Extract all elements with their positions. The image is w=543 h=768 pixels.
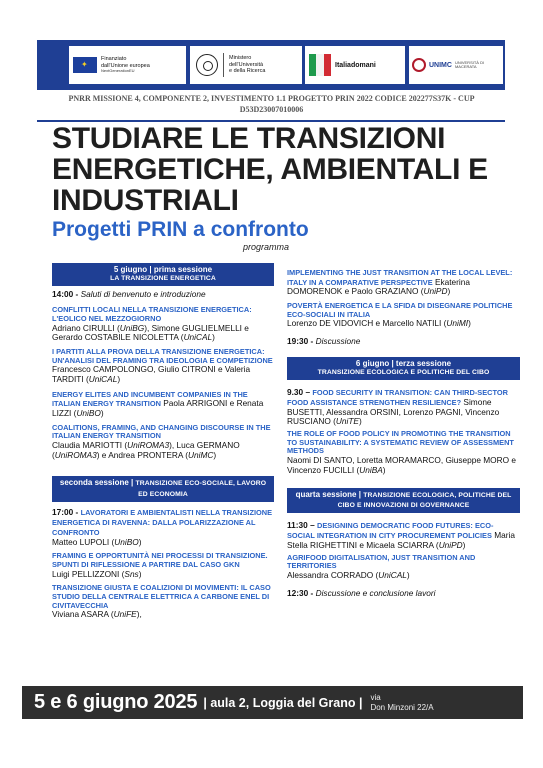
- mur-logo-line3: e della Ricerca: [229, 68, 266, 75]
- unimc-logo: [409, 46, 503, 84]
- talk-title: POVERTÀ ENERGETICA E LA SFIDA DI DISEGNARE POLITICHE ECO-SOCIALI IN ITALIA: [287, 301, 513, 319]
- address-line2: Don Minzoni 22/A: [370, 702, 434, 712]
- discussion-text: Discussione e conclusione lavori: [315, 587, 436, 598]
- program-left-column: [52, 263, 274, 620]
- eu-flag-icon: [73, 57, 97, 73]
- talk-6: [52, 552, 274, 579]
- talk-8: [287, 268, 520, 297]
- talk-speakers: Luigi PELLIZZONI (Sns): [52, 568, 142, 579]
- talk-7: [52, 584, 274, 620]
- discussion-time: 19:30 -: [287, 336, 316, 347]
- italy-flag-icon: [309, 54, 331, 76]
- talk-title: FOOD SECURITY IN TRANSITION: CAN THIRD-SECTOR FOOD ASSISTANCE STRENGTHEN RESILIENCE?: [287, 388, 508, 408]
- event-venue: | aula 2, Loggia del Grano |: [203, 695, 363, 710]
- talk-time: 11:30 –: [287, 520, 317, 531]
- talk-speakers: Simone BUSETTI, Alessandra ORSINI, Lorenzo PAGNI, Vincenzo RUSCIANO (UniTE): [287, 397, 500, 427]
- mur-logo-line2: dell'Università: [229, 61, 264, 68]
- logo-banner: [37, 40, 505, 90]
- talk-speakers: Ekaterina DOMORENOK e Paolo GRAZIANO (UniPD): [287, 276, 470, 297]
- eu-logo-line3: NextGenerationEU: [101, 68, 135, 74]
- talk-11: [287, 430, 520, 475]
- talk-time: 9.30 –: [287, 387, 313, 398]
- discussion-text: Discussione: [315, 336, 361, 347]
- talk-2: [52, 348, 274, 385]
- talk-10: [287, 388, 520, 427]
- session-3-date: 6 giugno | terza sessione: [355, 358, 452, 368]
- talk-speakers: Claudia MARIOTTI (UniROMA3), Luca GERMANO (UniROMA3) e Andrea PRONTERA (UniMC): [52, 440, 240, 460]
- discussion-time: 12:30 -: [287, 587, 316, 598]
- session-1-theme: LA TRANSIZIONE ENERGETICA: [110, 275, 216, 282]
- talk-title: DESIGNING DEMOCRATIC FOOD FUTURES: ECO-SOCIAL INTEGRATION IN CITY PROCUREMENT POLICIES: [287, 521, 494, 541]
- talk-speakers: Alessandra CORRADO (UniCAL): [287, 569, 410, 580]
- session-4-label: quarta sessione |: [295, 489, 364, 499]
- talk-speakers: Adriano CIRULLI (UniBG), Simone GUGLIELMELLI e Gerardo COSTABILE NICOLETTA (UniCAL): [52, 322, 249, 343]
- session-4-header: [287, 488, 520, 514]
- talk-title: ENERGY ELITES AND INCUMBENT COMPANIES IN THE ITALIAN ENERGY TRANSITION: [52, 389, 248, 409]
- welcome-slot: [52, 290, 274, 300]
- unimc-emblem-icon: [412, 58, 426, 72]
- talk-speakers: Francesco CAMPOLONGO, Giulio CITRONI e Valeria TARDITI (UniCAL): [52, 364, 251, 384]
- mur-logo: [190, 46, 302, 84]
- discussion-2: [287, 589, 520, 599]
- session-2-label: seconda sessione |: [59, 478, 136, 488]
- talk-title: I PARTITI ALLA PROVA DELLA TRANSIZIONE ENERGETICA: UN'ANALISI DEL FRAMING TRA IDEOLOGIA E COMPETIZIONE: [52, 346, 273, 365]
- eu-logo: [69, 46, 186, 84]
- event-footer: [22, 686, 523, 719]
- talk-speakers: Paola ARRIGONI e Renata LIZZI (UniBO): [52, 398, 264, 419]
- session-3-theme: TRANSIZIONE ECOLOGICA E POLITICHE DEL CIBO: [317, 368, 490, 376]
- eu-logo-line1: Finanziato: [101, 56, 127, 62]
- session-1-header: [52, 263, 274, 286]
- talk-4: [52, 424, 274, 461]
- session-2-header: [52, 476, 274, 502]
- talk-speakers: Maria Stella RIGHETTINI e Micaela SCIARRA (UniPD): [287, 530, 515, 550]
- session-4-theme: TRANSIZIONE ECOLOGICA, POLITICHE DEL CIBO E INNOVAZIONI DI GOVERNANCE: [337, 491, 512, 509]
- session-2-theme: TRANSIZIONE ECO-SOCIALE, LAVORO ED ECONOMIA: [135, 480, 267, 498]
- welcome-text: Saluti di benvenuto e introduzione: [80, 289, 206, 300]
- mur-logo-line1: Ministero: [229, 55, 252, 62]
- talk-1: [52, 306, 274, 343]
- italiadomani-logo: [305, 46, 405, 84]
- page-subtitle: Progetti PRIN a confronto: [52, 218, 309, 241]
- talk-title: FRAMING E OPPORTUNITÀ NEI PROCESSI DI TRANSIZIONE. SPUNTI DI RIFLESSIONE A PARTIRE DAL CASO GKN: [52, 551, 268, 569]
- talk-speakers: Naomi DI SANTO, Loretta MORAMARCO, Giuseppe MORO e Vincenzo FUCILLI (UniBA): [287, 455, 516, 475]
- session-3-header: [287, 357, 520, 380]
- talk-3: [52, 390, 274, 419]
- eu-logo-line2: dall'Unione europea: [101, 62, 150, 69]
- republic-seal-icon: [196, 54, 218, 76]
- event-date: 5 e 6 giugno 2025: [34, 691, 198, 713]
- talk-title: LAVORATORI E AMBIENTALISTI NELLA TRANSIZIONE ENERGETICA DI RAVENNA: DALLA POLARIZZAZIONE AL CONFRONTO: [52, 508, 273, 537]
- event-address: [370, 693, 433, 712]
- talk-title: CONFLITTI LOCALI NELLA TRANSIZIONE ENERGETICA: L'EOLICO NEL MEZZOGIORNO: [52, 305, 252, 323]
- address-line1: via: [370, 692, 381, 702]
- talk-time: 17:00 -: [52, 507, 81, 518]
- italiadomani-label: Italiadomani: [335, 61, 376, 69]
- welcome-time: 14:00 -: [52, 289, 81, 300]
- program-right-column: [287, 268, 520, 598]
- discussion-1: [287, 337, 520, 347]
- page-title: STUDIARE LE TRANSIZIONI ENERGETICHE, AMBIENTALI E INDUSTRIALI: [52, 122, 488, 217]
- pnrr-code-line: PNRR MISSIONE 4, COMPONENTE 2, INVESTIMENTO 1.1 PROGETTO PRIN 2022 CODICE 202277S37K - CUP D53D23007010006: [68, 94, 475, 114]
- talk-speakers: Viviana ASARA (UniFE),: [52, 609, 142, 620]
- unimc-label: UNIMC: [429, 61, 452, 69]
- talk-title: TRANSIZIONE GIUSTA E COALIZIONI DI MOVIMENTI: IL CASO STUDIO DELLA CENTRALE ELETTRICA A CARBONE ENEL DI CIVITAVECCHIA: [52, 583, 271, 610]
- talk-title: COALITIONS, FRAMING, AND CHANGING DISCOURSE IN THE ITALIAN ENERGY TRANSITION: [52, 422, 271, 441]
- unimc-sublabel: UNIVERSITÀ DI MACERATA: [454, 59, 485, 69]
- logo-divider: [223, 53, 224, 77]
- programma-label: programma: [243, 242, 290, 252]
- talk-speakers: Lorenzo DE VIDOVICH e Marcello NATILI (UniMI): [287, 318, 471, 329]
- talk-title: THE ROLE OF FOOD POLICY IN PROMOTING THE TRANSITION TO SUSTAINABILITY: A SYSTEMATIC REVIEW OF ASSESSMENT METHODS: [287, 429, 514, 456]
- talk-5: [52, 508, 274, 547]
- talk-speakers: Matteo LUPOLI (UniBO): [52, 536, 142, 547]
- talk-title: IMPLEMENTING THE JUST TRANSITION AT THE LOCAL LEVEL: ITALY IN A COMPARATIVE PERSPECTIVE: [287, 268, 513, 287]
- talk-9: [287, 302, 520, 329]
- session-1-date: 5 giugno | prima sessione: [113, 265, 213, 274]
- talk-12: [287, 521, 520, 550]
- talk-title: AGRIFOOD DIGITALISATION, JUST TRANSITION AND TERRITORIES: [287, 552, 476, 571]
- talk-13: [287, 554, 520, 581]
